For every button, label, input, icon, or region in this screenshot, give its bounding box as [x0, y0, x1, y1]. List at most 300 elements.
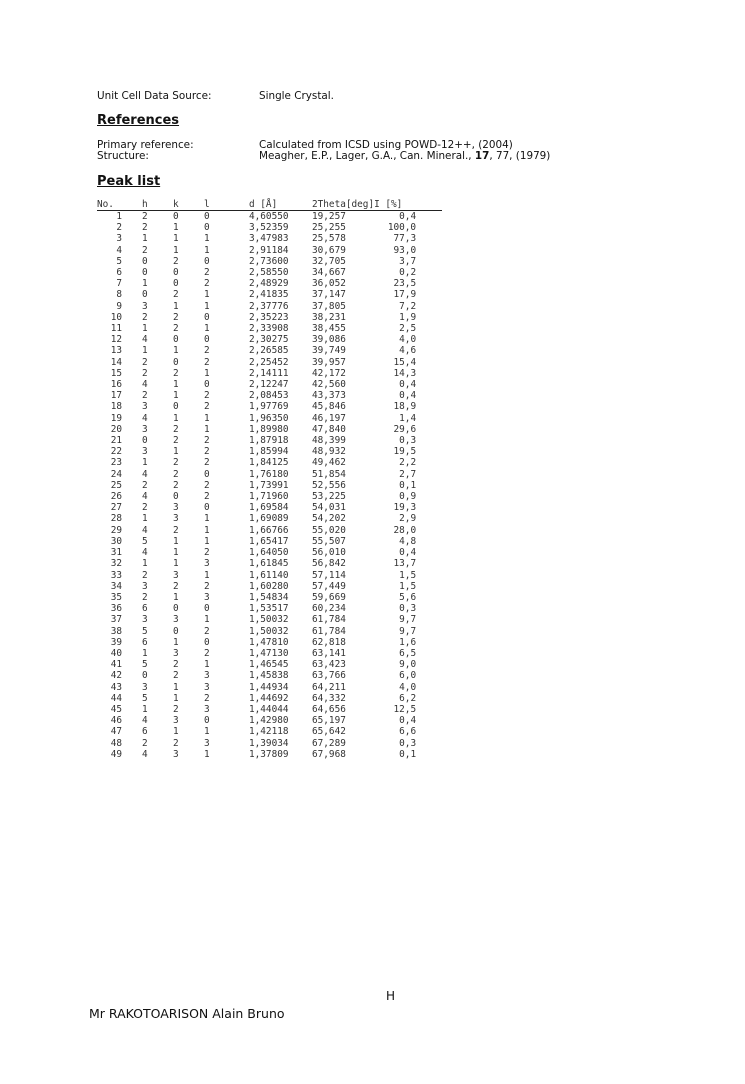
miller-k-cell: 1 [173, 726, 179, 738]
miller-h-cell: 2 [142, 502, 148, 514]
miller-k-cell: 0 [173, 603, 179, 615]
table-row [97, 368, 442, 379]
miller-l-cell: 2 [204, 692, 210, 704]
d-spacing-cell: 1,97769 [249, 401, 289, 413]
peak-no-cell: 17 [110, 390, 122, 402]
two-theta-cell: 54,031 [312, 502, 346, 514]
table-row [97, 715, 442, 726]
intensity-cell: 1,9 [399, 311, 417, 323]
primary-reference-value: Calculated from ICSD using POWD-12++, (2004) [259, 139, 513, 151]
miller-l-cell: 2 [204, 390, 210, 402]
d-spacing-cell: 1,61140 [249, 569, 289, 581]
miller-h-cell: 1 [142, 278, 148, 290]
two-theta-cell: 65,197 [312, 715, 346, 727]
column-header-d: d [Å] [249, 199, 312, 211]
peak-no-cell: 19 [110, 412, 122, 424]
peak-no-cell: 26 [110, 491, 122, 503]
intensity-cell: 0,3 [399, 603, 417, 615]
two-theta-cell: 36,052 [312, 278, 346, 290]
d-spacing-cell: 1,71960 [249, 491, 289, 503]
d-spacing-cell: 1,47810 [249, 636, 289, 648]
d-spacing-cell: 1,53517 [249, 603, 289, 615]
miller-l-cell: 2 [204, 625, 210, 637]
miller-l-cell: 0 [204, 636, 210, 648]
miller-l-cell: 1 [204, 659, 210, 671]
table-row [97, 312, 442, 323]
d-spacing-cell: 2,37776 [249, 300, 289, 312]
miller-l-cell: 0 [204, 502, 210, 514]
intensity-cell: 12,5 [393, 703, 417, 715]
intensity-cell: 14,3 [393, 367, 417, 379]
miller-k-cell: 1 [173, 345, 179, 357]
peak-no-cell: 36 [110, 603, 122, 615]
intensity-cell: 2,9 [399, 513, 417, 525]
miller-k-cell: 3 [173, 647, 179, 659]
miller-h-cell: 2 [142, 356, 148, 368]
table-row [97, 413, 442, 424]
miller-k-cell: 1 [173, 547, 179, 559]
peak-no-cell: 1 [116, 211, 122, 222]
miller-l-cell: 2 [204, 267, 210, 279]
peak-no-cell: 49 [110, 748, 122, 760]
miller-l-cell: 0 [204, 603, 210, 615]
table-row [97, 513, 442, 524]
miller-l-cell: 1 [204, 289, 210, 301]
miller-h-cell: 4 [142, 715, 148, 727]
miller-h-cell: 4 [142, 412, 148, 424]
two-theta-cell: 30,679 [312, 244, 346, 256]
miller-h-cell: 3 [142, 614, 148, 626]
miller-l-cell: 0 [204, 211, 210, 222]
peak-no-cell: 31 [110, 547, 122, 559]
table-row [97, 435, 442, 446]
two-theta-cell: 61,784 [312, 614, 346, 626]
table-row [97, 502, 442, 513]
peak-no-cell: 3 [116, 233, 122, 245]
two-theta-cell: 47,840 [312, 423, 346, 435]
d-spacing-cell: 2,58550 [249, 267, 289, 279]
miller-h-cell: 0 [142, 289, 148, 301]
two-theta-cell: 19,257 [312, 211, 346, 222]
two-theta-cell: 46,197 [312, 412, 346, 424]
miller-k-cell: 2 [173, 524, 179, 536]
two-theta-cell: 37,805 [312, 300, 346, 312]
peak-no-cell: 27 [110, 502, 122, 514]
two-theta-cell: 34,667 [312, 267, 346, 279]
table-row [97, 637, 442, 648]
d-spacing-cell: 1,50032 [249, 625, 289, 637]
two-theta-cell: 37,147 [312, 289, 346, 301]
miller-h-cell: 2 [142, 311, 148, 323]
two-theta-cell: 54,202 [312, 513, 346, 525]
table-row [97, 334, 442, 345]
miller-l-cell: 2 [204, 278, 210, 290]
peak-no-cell: 44 [110, 692, 122, 704]
intensity-cell: 17,9 [393, 289, 417, 301]
miller-k-cell: 1 [173, 591, 179, 603]
d-spacing-cell: 1,45838 [249, 670, 289, 682]
two-theta-cell: 55,020 [312, 524, 346, 536]
two-theta-cell: 56,842 [312, 558, 346, 570]
peak-no-cell: 43 [110, 681, 122, 693]
table-row [97, 659, 442, 670]
miller-h-cell: 1 [142, 703, 148, 715]
table-row [97, 726, 442, 737]
table-row [97, 704, 442, 715]
structure-volume: 17 [474, 150, 490, 162]
miller-k-cell: 2 [173, 423, 179, 435]
intensity-cell: 9,0 [399, 659, 417, 671]
intensity-cell: 19,3 [393, 502, 417, 514]
peak-no-cell: 4 [116, 244, 122, 256]
intensity-cell: 1,6 [399, 636, 417, 648]
d-spacing-cell: 2,08453 [249, 390, 289, 402]
peak-no-cell: 12 [110, 334, 122, 346]
intensity-cell: 0,9 [399, 491, 417, 503]
miller-k-cell: 1 [173, 681, 179, 693]
intensity-cell: 15,4 [393, 356, 417, 368]
two-theta-cell: 60,234 [312, 603, 346, 615]
miller-l-cell: 3 [204, 703, 210, 715]
miller-l-cell: 2 [204, 491, 210, 503]
d-spacing-cell: 2,33908 [249, 323, 289, 335]
two-theta-cell: 67,968 [312, 748, 346, 760]
two-theta-cell: 64,656 [312, 703, 346, 715]
primary-reference-label: Primary reference: [97, 139, 194, 151]
miller-k-cell: 0 [173, 401, 179, 413]
two-theta-cell: 42,172 [312, 367, 346, 379]
miller-l-cell: 2 [204, 345, 210, 357]
miller-k-cell: 1 [173, 390, 179, 402]
miller-k-cell: 2 [173, 479, 179, 491]
miller-h-cell: 1 [142, 457, 148, 469]
intensity-cell: 0,1 [399, 479, 417, 491]
two-theta-cell: 42,560 [312, 379, 346, 391]
miller-l-cell: 2 [204, 547, 210, 559]
miller-k-cell: 1 [173, 300, 179, 312]
miller-h-cell: 0 [142, 435, 148, 447]
page-number: H [386, 989, 396, 1003]
miller-h-cell: 2 [142, 244, 148, 256]
table-row [97, 670, 442, 681]
peak-no-cell: 39 [110, 636, 122, 648]
two-theta-cell: 67,289 [312, 737, 346, 749]
miller-k-cell: 2 [173, 255, 179, 267]
intensity-cell: 77,3 [393, 233, 417, 245]
miller-k-cell: 0 [173, 267, 179, 279]
intensity-cell: 28,0 [393, 524, 417, 536]
peak-list-heading: Peak list [97, 174, 161, 189]
miller-h-cell: 2 [142, 367, 148, 379]
d-spacing-cell: 1,61845 [249, 558, 289, 570]
miller-k-cell: 1 [173, 222, 179, 234]
peak-no-cell: 8 [116, 289, 122, 301]
d-spacing-cell: 1,37809 [249, 748, 289, 760]
d-spacing-cell: 1,65417 [249, 535, 289, 547]
table-row [97, 614, 442, 625]
miller-h-cell: 3 [142, 446, 148, 458]
miller-l-cell: 1 [204, 524, 210, 536]
miller-k-cell: 3 [173, 614, 179, 626]
d-spacing-cell: 1,69089 [249, 513, 289, 525]
peak-no-cell: 5 [116, 255, 122, 267]
miller-k-cell: 1 [173, 233, 179, 245]
miller-k-cell: 3 [173, 513, 179, 525]
miller-h-cell: 4 [142, 468, 148, 480]
two-theta-cell: 51,854 [312, 468, 346, 480]
intensity-cell: 4,0 [399, 334, 417, 346]
table-row [97, 693, 442, 704]
d-spacing-cell: 1,66766 [249, 524, 289, 536]
peak-no-cell: 29 [110, 524, 122, 536]
peak-no-cell: 48 [110, 737, 122, 749]
miller-l-cell: 0 [204, 311, 210, 323]
miller-l-cell: 2 [204, 435, 210, 447]
table-row [97, 345, 442, 356]
miller-h-cell: 4 [142, 491, 148, 503]
miller-h-cell: 4 [142, 334, 148, 346]
two-theta-cell: 38,231 [312, 311, 346, 323]
miller-h-cell: 6 [142, 726, 148, 738]
peak-no-cell: 32 [110, 558, 122, 570]
intensity-cell: 100,0 [387, 222, 417, 234]
miller-h-cell: 4 [142, 748, 148, 760]
table-row [97, 592, 442, 603]
intensity-cell: 0,4 [399, 390, 417, 402]
two-theta-cell: 63,141 [312, 647, 346, 659]
peak-no-cell: 40 [110, 647, 122, 659]
two-theta-cell: 55,507 [312, 535, 346, 547]
peak-no-cell: 25 [110, 479, 122, 491]
two-theta-cell: 39,749 [312, 345, 346, 357]
d-spacing-cell: 1,47130 [249, 647, 289, 659]
table-row [97, 211, 442, 223]
miller-k-cell: 3 [173, 502, 179, 514]
two-theta-cell: 59,669 [312, 591, 346, 603]
table-row [97, 547, 442, 558]
peak-no-cell: 30 [110, 535, 122, 547]
miller-k-cell: 2 [173, 737, 179, 749]
peak-no-cell: 11 [110, 323, 122, 335]
d-spacing-cell: 1,87918 [249, 435, 289, 447]
miller-h-cell: 1 [142, 647, 148, 659]
d-spacing-cell: 1,42118 [249, 726, 289, 738]
miller-l-cell: 3 [204, 681, 210, 693]
miller-l-cell: 2 [204, 446, 210, 458]
miller-k-cell: 2 [173, 311, 179, 323]
peak-no-cell: 7 [116, 278, 122, 290]
d-spacing-cell: 1,42980 [249, 715, 289, 727]
miller-l-cell: 2 [204, 457, 210, 469]
two-theta-cell: 63,766 [312, 670, 346, 682]
peak-no-cell: 24 [110, 468, 122, 480]
miller-k-cell: 2 [173, 367, 179, 379]
intensity-cell: 2,5 [399, 323, 417, 335]
miller-k-cell: 0 [173, 491, 179, 503]
peak-no-cell: 35 [110, 591, 122, 603]
d-spacing-cell: 2,91184 [249, 244, 289, 256]
d-spacing-cell: 2,35223 [249, 311, 289, 323]
table-row [97, 424, 442, 435]
table-row [97, 446, 442, 457]
miller-k-cell: 1 [173, 244, 179, 256]
miller-l-cell: 1 [204, 412, 210, 424]
table-row [97, 480, 442, 491]
miller-h-cell: 2 [142, 222, 148, 234]
two-theta-cell: 64,211 [312, 681, 346, 693]
peak-table-header [97, 199, 442, 211]
miller-h-cell: 2 [142, 479, 148, 491]
miller-k-cell: 2 [173, 468, 179, 480]
references-heading: References [97, 113, 180, 128]
intensity-cell: 5,6 [399, 591, 417, 603]
unit-cell-value: Single Crystal. [259, 90, 334, 102]
peak-no-cell: 20 [110, 423, 122, 435]
two-theta-cell: 43,373 [312, 390, 346, 402]
intensity-cell: 18,9 [393, 401, 417, 413]
d-spacing-cell: 1,85994 [249, 446, 289, 458]
miller-k-cell: 0 [173, 625, 179, 637]
miller-k-cell: 0 [173, 356, 179, 368]
peak-no-cell: 6 [116, 267, 122, 279]
peak-no-cell: 16 [110, 379, 122, 391]
intensity-cell: 4,8 [399, 535, 417, 547]
table-row [97, 570, 442, 581]
miller-l-cell: 1 [204, 244, 210, 256]
table-row [97, 558, 442, 569]
miller-h-cell: 1 [142, 558, 148, 570]
miller-l-cell: 1 [204, 233, 210, 245]
miller-k-cell: 1 [173, 535, 179, 547]
two-theta-cell: 48,932 [312, 446, 346, 458]
miller-h-cell: 3 [142, 423, 148, 435]
miller-k-cell: 3 [173, 569, 179, 581]
peak-no-cell: 34 [110, 580, 122, 592]
miller-h-cell: 4 [142, 524, 148, 536]
miller-h-cell: 1 [142, 323, 148, 335]
two-theta-cell: 57,114 [312, 569, 346, 581]
miller-k-cell: 3 [173, 715, 179, 727]
table-row [97, 278, 442, 289]
two-theta-cell: 52,556 [312, 479, 346, 491]
miller-h-cell: 2 [142, 569, 148, 581]
d-spacing-cell: 1,60280 [249, 580, 289, 592]
d-spacing-cell: 1,96350 [249, 412, 289, 424]
two-theta-cell: 45,846 [312, 401, 346, 413]
miller-h-cell: 3 [142, 401, 148, 413]
d-spacing-cell: 1,54834 [249, 591, 289, 603]
peak-no-cell: 22 [110, 446, 122, 458]
two-theta-cell: 25,578 [312, 233, 346, 245]
miller-k-cell: 0 [173, 211, 179, 222]
miller-k-cell: 2 [173, 703, 179, 715]
peak-table-body [97, 211, 442, 760]
peak-no-cell: 18 [110, 401, 122, 413]
intensity-cell: 0,4 [399, 715, 417, 727]
two-theta-cell: 48,399 [312, 435, 346, 447]
table-row [97, 390, 442, 401]
two-theta-cell: 39,957 [312, 356, 346, 368]
structure-text-b: , 77, (1979) [489, 150, 551, 162]
peak-no-cell: 41 [110, 659, 122, 671]
miller-k-cell: 2 [173, 323, 179, 335]
miller-l-cell: 2 [204, 647, 210, 659]
table-row [97, 301, 442, 312]
peak-no-cell: 10 [110, 311, 122, 323]
miller-h-cell: 2 [142, 737, 148, 749]
miller-h-cell: 0 [142, 670, 148, 682]
miller-l-cell: 1 [204, 614, 210, 626]
miller-h-cell: 0 [142, 255, 148, 267]
miller-h-cell: 5 [142, 692, 148, 704]
column-header-2theta: 2Theta[deg] [312, 199, 375, 210]
intensity-cell: 13,7 [393, 558, 417, 570]
intensity-cell: 0,1 [399, 748, 417, 760]
intensity-cell: 4,6 [399, 345, 417, 357]
d-spacing-cell: 2,14111 [249, 367, 289, 379]
miller-k-cell: 1 [173, 636, 179, 648]
miller-l-cell: 1 [204, 367, 210, 379]
miller-l-cell: 0 [204, 468, 210, 480]
d-spacing-cell: 2,26585 [249, 345, 289, 357]
table-row [97, 222, 442, 233]
peak-no-cell: 13 [110, 345, 122, 357]
miller-h-cell: 5 [142, 659, 148, 671]
intensity-cell: 6,6 [399, 726, 417, 738]
intensity-cell: 2,2 [399, 457, 417, 469]
intensity-cell: 9,7 [399, 625, 417, 637]
miller-k-cell: 1 [173, 446, 179, 458]
table-row [97, 469, 442, 480]
miller-h-cell: 6 [142, 636, 148, 648]
miller-l-cell: 1 [204, 423, 210, 435]
miller-k-cell: 1 [173, 412, 179, 424]
intensity-cell: 29,6 [393, 423, 417, 435]
miller-k-cell: 0 [173, 278, 179, 290]
miller-h-cell: 1 [142, 513, 148, 525]
miller-l-cell: 1 [204, 569, 210, 581]
table-row [97, 233, 442, 244]
intensity-cell: 6,5 [399, 647, 417, 659]
miller-l-cell: 2 [204, 356, 210, 368]
d-spacing-cell: 2,25452 [249, 356, 289, 368]
structure-label: Structure: [97, 150, 149, 162]
miller-k-cell: 1 [173, 379, 179, 391]
table-row [97, 401, 442, 412]
two-theta-cell: 32,705 [312, 255, 346, 267]
miller-h-cell: 2 [142, 591, 148, 603]
d-spacing-cell: 1,84125 [249, 457, 289, 469]
intensity-cell: 0,3 [399, 435, 417, 447]
miller-l-cell: 1 [204, 513, 210, 525]
structure-value [259, 150, 550, 162]
footer-author: Mr RAKOTOARISON Alain Bruno [89, 1006, 285, 1021]
table-row [97, 289, 442, 300]
peak-no-cell: 33 [110, 569, 122, 581]
structure-text-a: Meagher, E.P., Lager, G.A., Can. Mineral., [259, 150, 475, 162]
d-spacing-cell: 3,52359 [249, 222, 289, 234]
two-theta-cell: 53,225 [312, 491, 346, 503]
two-theta-cell: 61,784 [312, 625, 346, 637]
peak-no-cell: 42 [110, 670, 122, 682]
miller-k-cell: 2 [173, 670, 179, 682]
miller-k-cell: 2 [173, 289, 179, 301]
miller-k-cell: 2 [173, 580, 179, 592]
intensity-cell: 0,2 [399, 267, 417, 279]
column-header-k: k [173, 199, 204, 211]
miller-h-cell: 3 [142, 681, 148, 693]
miller-l-cell: 1 [204, 323, 210, 335]
